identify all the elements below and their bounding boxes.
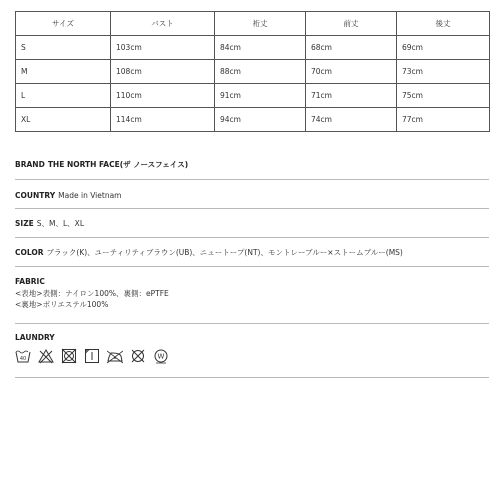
table-cell: 68cm xyxy=(306,36,397,60)
no-dry-clean-icon xyxy=(130,348,146,364)
table-cell: 88cm xyxy=(215,60,306,84)
header-size: サイズ xyxy=(16,12,111,36)
fabric-outer-line: <表地>表側：ナイロン100%、裏側：ePTFE xyxy=(15,289,169,298)
table-cell: 75cm xyxy=(397,84,490,108)
country-section xyxy=(15,191,489,209)
divider xyxy=(15,266,489,267)
table-cell: 103cm xyxy=(111,36,215,60)
country-value: Made in Vietnam xyxy=(58,191,122,200)
size-value: S、M、L、XL xyxy=(36,219,84,228)
table-cell: XL xyxy=(16,108,111,132)
country-label: COUNTRY xyxy=(15,191,56,200)
svg-text:40: 40 xyxy=(19,356,27,362)
no-bleach-icon xyxy=(38,348,54,364)
divider xyxy=(15,377,489,378)
brand-value: THE NORTH FACE(ザ ノースフェイス) xyxy=(47,160,189,169)
table-cell: S xyxy=(16,36,111,60)
line-dry-shade-icon xyxy=(84,348,100,364)
laundry-label: LAUNDRY xyxy=(15,333,55,342)
divider xyxy=(15,323,489,324)
header-sleeve: 裄丈 xyxy=(215,12,306,36)
brand-label: BRAND xyxy=(15,160,45,169)
table-cell: 69cm xyxy=(397,36,490,60)
color-value: ブラック(K)、ユーティリティブラウン(UB)、ニュートープ(NT)、モントレーブルー×ストームブルー(MS) xyxy=(46,248,403,257)
table-cell: 91cm xyxy=(215,84,306,108)
divider xyxy=(15,208,489,209)
table-cell: 71cm xyxy=(306,84,397,108)
fabric-label: FABRIC xyxy=(15,277,45,286)
fabric-section xyxy=(15,277,489,324)
table-cell: 70cm xyxy=(306,60,397,84)
size-table xyxy=(15,11,490,132)
no-tumble-dry-icon xyxy=(61,348,77,364)
table-row xyxy=(16,36,490,60)
size-label: SIZE xyxy=(15,219,34,228)
header-back-length: 後丈 xyxy=(397,12,490,36)
table-cell: 114cm xyxy=(111,108,215,132)
table-row xyxy=(16,84,490,108)
header-front-length: 前丈 xyxy=(306,12,397,36)
size-table-header-row xyxy=(16,12,490,36)
color-label: COLOR xyxy=(15,248,44,257)
table-row xyxy=(16,60,490,84)
brand-section xyxy=(15,160,489,180)
table-cell: 73cm xyxy=(397,60,490,84)
table-cell: 84cm xyxy=(215,36,306,60)
color-section xyxy=(15,248,489,267)
size-section xyxy=(15,219,489,238)
laundry-section xyxy=(15,333,489,378)
table-cell: 74cm xyxy=(306,108,397,132)
wash-40-icon xyxy=(15,348,31,364)
table-cell: L xyxy=(16,84,111,108)
wet-clean-icon xyxy=(153,348,169,364)
table-cell: M xyxy=(16,60,111,84)
table-cell: 94cm xyxy=(215,108,306,132)
table-cell: 77cm xyxy=(397,108,490,132)
iron-low-icon xyxy=(107,348,123,364)
divider xyxy=(15,179,489,180)
table-cell: 110cm xyxy=(111,84,215,108)
laundry-icons xyxy=(15,348,489,364)
svg-text:W: W xyxy=(157,352,165,361)
fabric-lining-line: <裏地>ポリエステル100% xyxy=(15,300,109,309)
header-bust: バスト xyxy=(111,12,215,36)
divider xyxy=(15,237,489,238)
table-cell: 108cm xyxy=(111,60,215,84)
table-row xyxy=(16,108,490,132)
